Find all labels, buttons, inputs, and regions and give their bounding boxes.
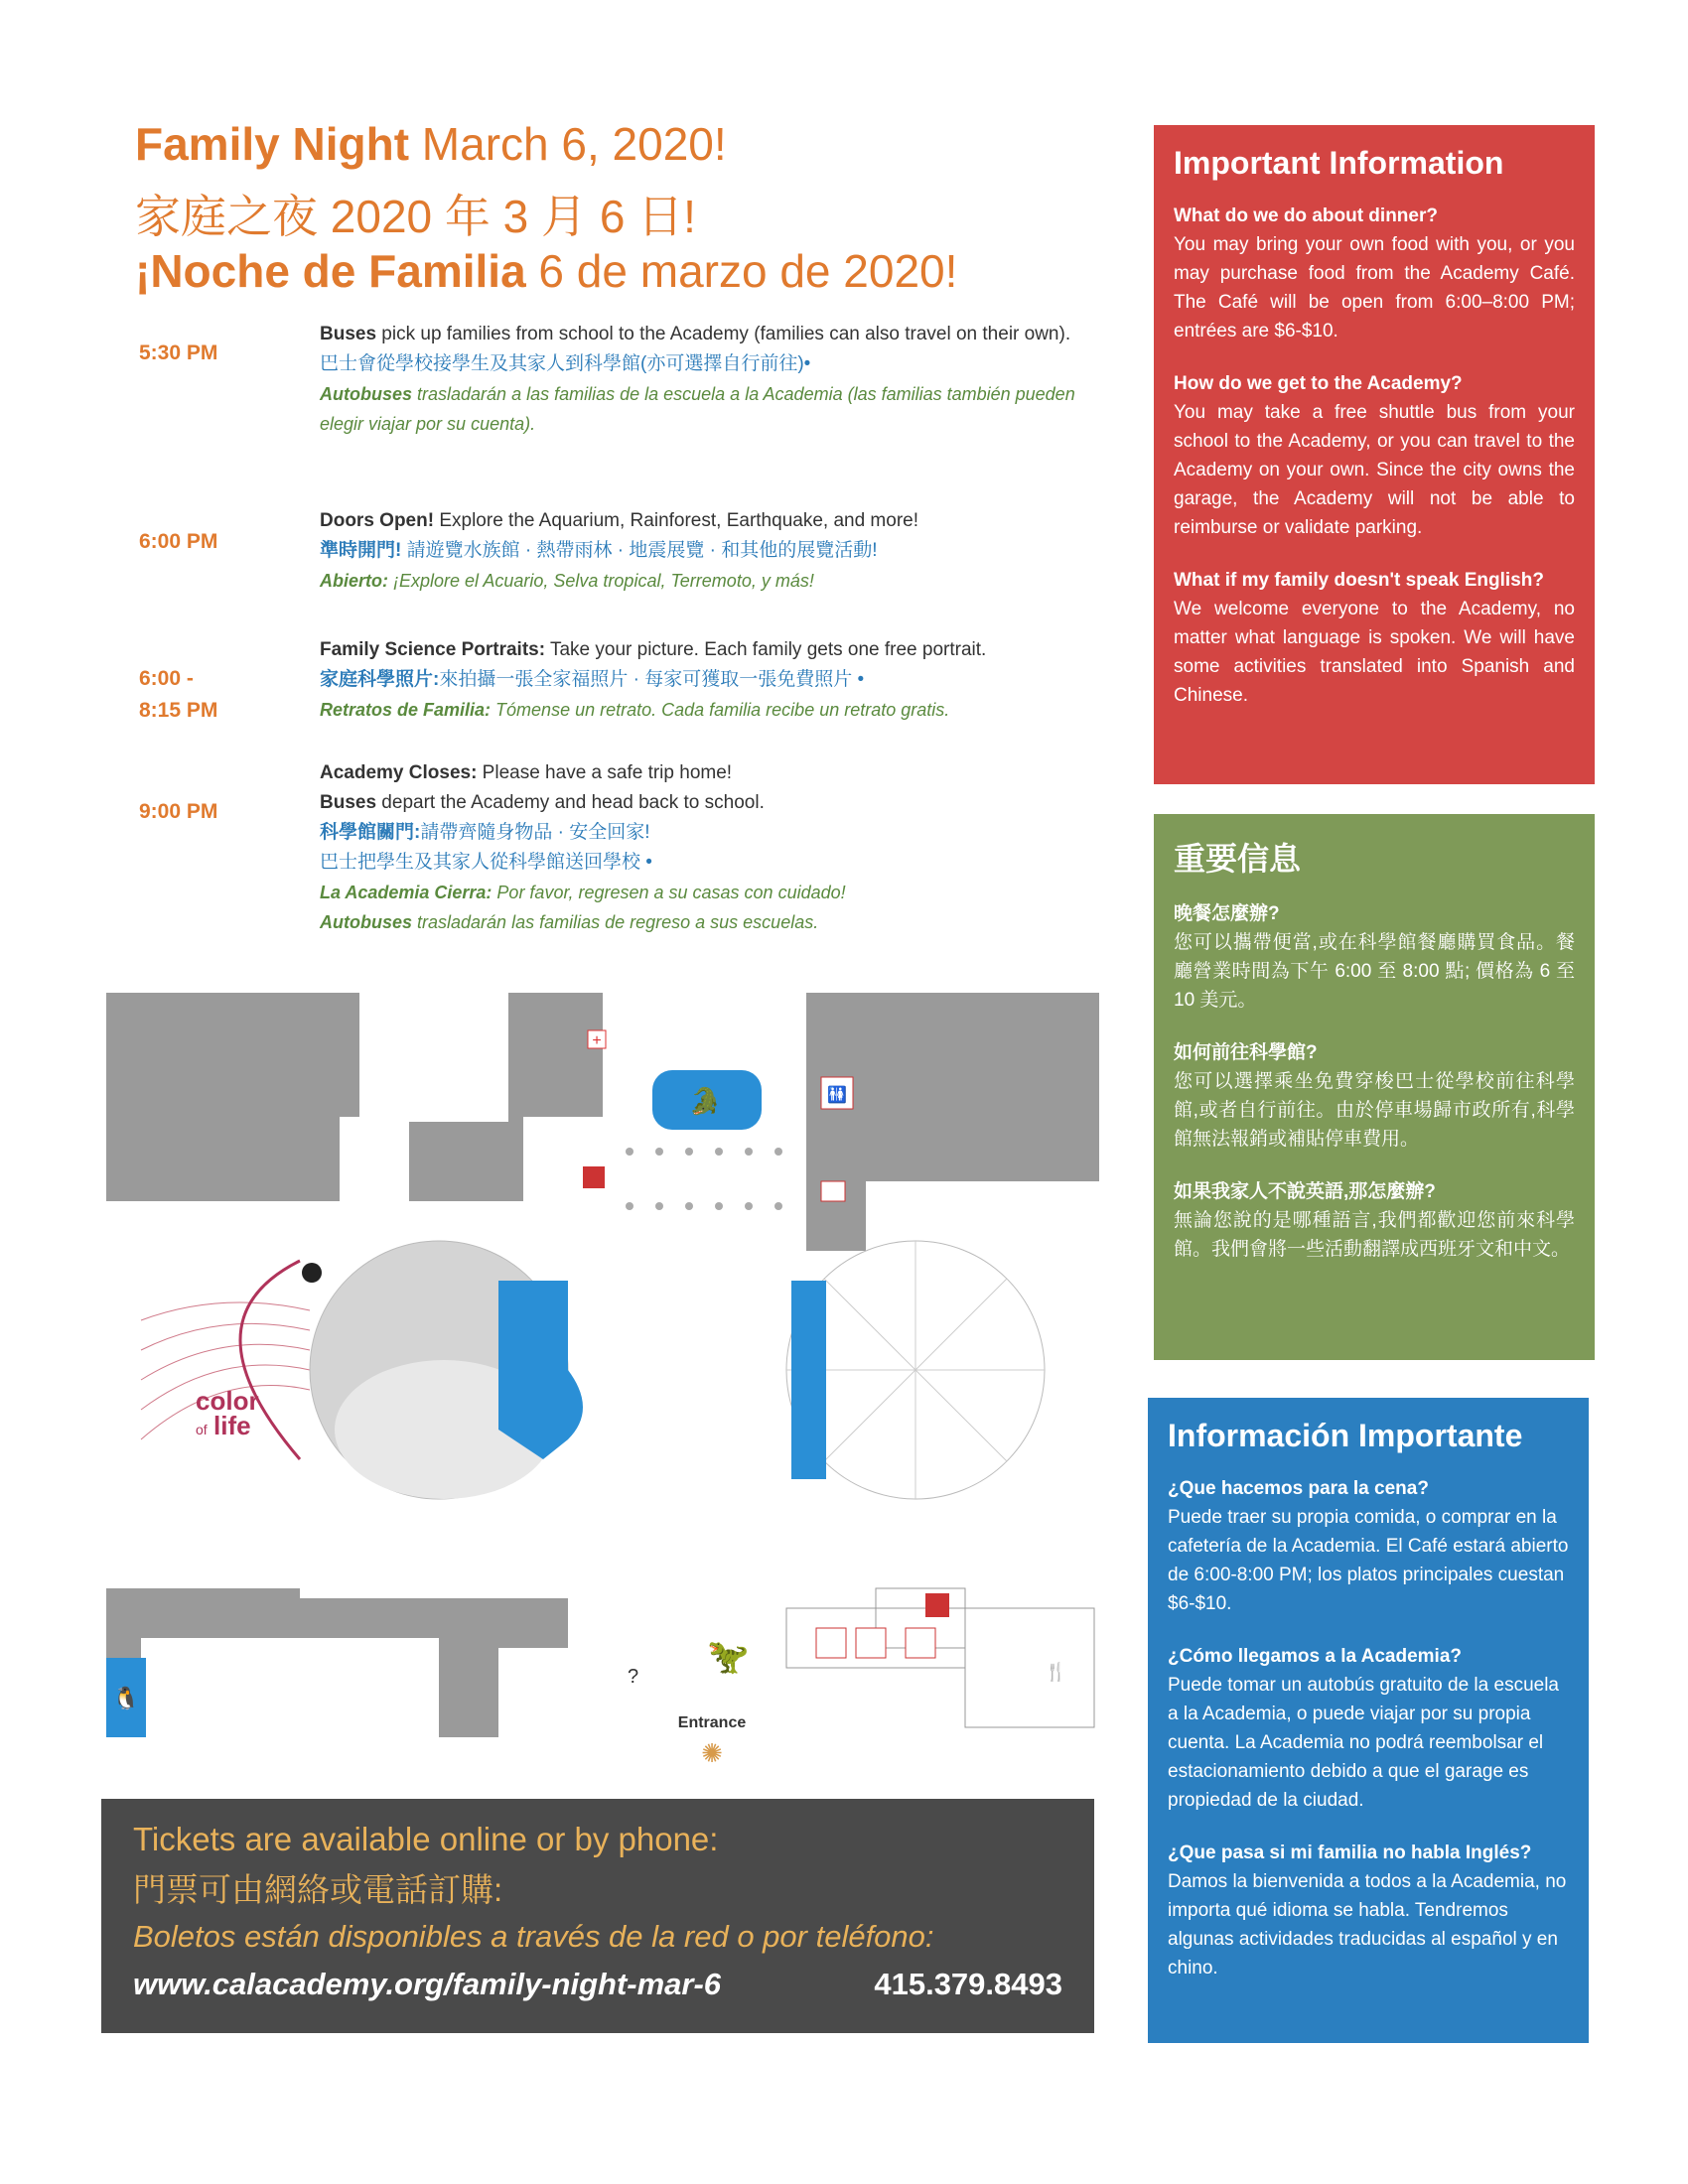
color-of-life-label: color: [196, 1386, 259, 1416]
color-of-life-of: of: [196, 1422, 208, 1437]
event-3-chinese-bold: 家庭科學照片:: [320, 669, 440, 690]
info-english-q3: What if my family doesn't speak English?: [1174, 570, 1544, 591]
info-spanish-a3: Damos la bienvenida a todos a la Academia, no importa qué idioma se habla. Tendremos algunas actividades traducidas al español y en chino.: [1168, 1871, 1567, 1979]
entrance-icon: ✺: [701, 1738, 723, 1767]
restroom-icon-lower-1: [816, 1628, 846, 1658]
schedule-time-3b: 8:15 PM: [139, 699, 218, 722]
event-2-spanish-bold: Abierto:: [320, 571, 388, 591]
tickets-english: Tickets are available online or by phone:: [133, 1821, 719, 1857]
restroom-glyph: 🚻: [827, 1087, 847, 1104]
event-4-english-bold: Academy Closes:: [320, 762, 478, 783]
title-spanish: [135, 244, 957, 298]
event-4-spanish-2-bold: Autobuses: [320, 912, 413, 932]
schedule-event-2: [320, 506, 1094, 596]
info-english-q2: How do we get to the Academy?: [1174, 373, 1463, 394]
first-aid-cross: +: [592, 1032, 602, 1049]
info-spanish-q3: ¿Que pasa si mi familia no habla Inglés?: [1168, 1843, 1532, 1863]
restaurant-icon: 🍴: [1045, 1662, 1067, 1682]
title-spanish-date: 6 de marzo de 2020!: [525, 245, 958, 297]
elevator-icon: [821, 1181, 845, 1201]
event-4-english-2: [320, 788, 1094, 818]
event-3-english-bold: Family Science Portraits:: [320, 639, 546, 660]
event-2-english: [320, 506, 1094, 536]
info-spanish-title: Información Importante: [1168, 1418, 1523, 1453]
title-english-bold: Family Night: [135, 118, 410, 170]
info-marker-icon: [302, 1263, 322, 1283]
event-2-chinese-bold: 準時開門!: [320, 540, 402, 561]
info-chinese-a1: 您可以攜帶便當,或在科學館餐廳購買食品。餐廳營業時間為下午 6:00 至 8:00 點; 價格為 6 至 10 美元。: [1174, 932, 1575, 1011]
stairs-icon: [583, 1166, 605, 1188]
event-3-spanish-bold: Retratos de Familia:: [320, 700, 492, 720]
event-4-english-text: Please have a safe trip home!: [477, 762, 733, 783]
info-spanish-q2: ¿Cómo llegamos a la Academia?: [1168, 1646, 1462, 1667]
tickets-contact: [133, 1967, 1062, 2002]
info-box-english: [1154, 125, 1595, 784]
help-icon: ?: [628, 1666, 639, 1688]
event-3-english: [320, 635, 1094, 665]
event-2-spanish: [320, 566, 1094, 596]
map-upper-right-building: [806, 993, 1099, 1251]
tickets-chinese: 門票可由網絡或電話訂購:: [133, 1871, 503, 1908]
event-1-spanish-text: trasladarán a las familias de la escuela a la Academia (las familias también pueden elegir viajar por su cuenta).: [320, 384, 1075, 434]
schedule-time-4: 9:00 PM: [139, 800, 218, 823]
t-rex-icon: 🦖: [707, 1638, 750, 1676]
tickets-url-link[interactable]: www.calacademy.org/family-night-mar-6: [133, 1967, 722, 2001]
info-box-spanish: [1148, 1398, 1589, 2043]
penguin-icon: 🐧: [112, 1686, 140, 1710]
map-white-room: [359, 993, 508, 1122]
schedule-time-2: 6:00 PM: [139, 530, 218, 553]
map-blue-ramp-right: [791, 1281, 826, 1479]
tickets-phone[interactable]: 415.379.8493: [874, 1967, 1062, 2001]
info-chinese-q2: 如何前往科學館?: [1174, 1042, 1318, 1063]
event-3-chinese: [320, 665, 1094, 695]
schedule-time-1: 5:30 PM: [139, 341, 218, 364]
alligator-icon: 🐊: [688, 1087, 722, 1117]
event-4-spanish: [320, 878, 1094, 907]
info-chinese-q1: 晚餐怎麼辦?: [1174, 903, 1280, 924]
entrance-label: Entrance: [677, 1714, 747, 1731]
info-spanish-a2: Puede tomar un autobús gratuito de la escuela a la Academia, o puede viajar por su propia cuenta. La Academia no podrá reembolsar el estacionamiento debido a que el garage es propiedad de la ciudad.: [1168, 1675, 1559, 1811]
info-chinese-q3: 如果我家人不說英語,那怎麼辦?: [1174, 1181, 1436, 1202]
tickets-panel: [101, 1799, 1094, 2033]
map-grey-block: [211, 1082, 340, 1201]
schedule-event-4: [320, 758, 1094, 937]
event-4-spanish-2-text: trasladarán las familias de regreso a sus escuelas.: [412, 912, 819, 932]
schedule-time-3a: 6:00 -: [139, 667, 194, 690]
event-3-chinese-text: 來拍攝一張全家福照片 · 每家可獲取一張免費照片 •: [439, 669, 865, 690]
event-2-english-text: Explore the Aquarium, Rainforest, Earthquake, and more!: [434, 510, 918, 531]
event-1-english: [320, 320, 1094, 349]
map-lower-hall: [141, 1638, 439, 1737]
info-english-a1: You may bring your own food with you, or you may purchase food from the Academy Café. The Café will be open from 6:00–8:00 PM; entrées are $6-$10.: [1174, 234, 1575, 341]
info-spanish-q1: ¿Que hacemos para la cena?: [1168, 1478, 1429, 1499]
title-spanish-bold: ¡Noche de Familia: [135, 245, 526, 297]
schedule-event-3: [320, 635, 1094, 725]
title-english-date: March 6, 2020!: [409, 118, 727, 170]
schedule-event-1: [320, 320, 1094, 439]
info-chinese-title: 重要信息: [1174, 841, 1302, 877]
info-box-chinese: [1154, 814, 1595, 1360]
event-3-spanish: [320, 695, 1094, 725]
event-2-spanish-text: ¡Explore el Acuario, Selva tropical, Terremoto, y más!: [388, 571, 814, 591]
event-3-spanish-text: Tómense un retrato. Cada familia recibe un retrato gratis.: [491, 700, 950, 720]
event-4-chinese: [320, 818, 1094, 848]
event-4-english-2-bold: Buses: [320, 792, 377, 813]
info-english-a2: You may take a free shuttle bus from your school to the Academy, or you can travel to the Academy on your own. Since the city owns the garage, the Academy will not be able to reimburse or validate parking.: [1174, 402, 1575, 538]
info-chinese-a3: 無論您說的是哪種語言,我們都歡迎您前來科學館。我們會將一些活動翻譯成西班牙文和中文。: [1174, 1210, 1575, 1260]
event-1-spanish-bold: Autobuses: [320, 384, 413, 404]
event-2-chinese: [320, 536, 1094, 566]
event-1-chinese: 巴士會從學校接學生及其家人到科學館(亦可選擇自行前往)•: [320, 353, 811, 374]
event-1-english-text: pick up families from school to the Academy (families can also travel on their own).: [376, 324, 1071, 344]
event-4-chinese-text: 請帶齊隨身物品 · 安全回家!: [420, 822, 650, 843]
info-chinese-a2: 您可以選擇乘坐免費穿梭巴士從學校前往科學館,或者自行前往。由於停車場歸市政所有,科學館無法報銷或補貼停車費用。: [1174, 1071, 1575, 1150]
floor-map: [101, 993, 1104, 1767]
title-english: [135, 117, 727, 171]
title-chinese: 家庭之夜 2020 年 3 月 6 日!: [135, 191, 696, 242]
event-4-spanish-2: [320, 907, 1094, 937]
map-blue-ramp-left: [498, 1281, 583, 1459]
event-4-chinese-bold: 科學館關門:: [320, 822, 421, 843]
restroom-icon-lower-2: [906, 1628, 935, 1658]
event-1-spanish: [320, 379, 1094, 439]
info-english-a3: We welcome everyone to the Academy, no matter what language is spoken. We will have some activities translated into Spanish and Chinese.: [1174, 599, 1575, 706]
elevator-icon-lower: [856, 1628, 886, 1658]
stairs-icon-lower: [925, 1593, 949, 1617]
event-4-chinese-2: 巴士把學生及其家人從科學館送回學校 •: [320, 852, 652, 873]
event-4-english: [320, 758, 1094, 788]
event-4-spanish-bold: La Academia Cierra:: [320, 883, 492, 902]
map-columns: [626, 1148, 782, 1210]
tickets-spanish: Boletos están disponibles a través de la red o por teléfono:: [133, 1919, 934, 1954]
event-1-english-bold: Buses: [320, 324, 377, 344]
info-spanish-a1: Puede traer su propia comida, o comprar en la cafetería de la Academia. El Café estará abierto de 6:00-8:00 PM; los platos principales cuestan $6-$10.: [1168, 1507, 1569, 1614]
map-upper-left-building: [106, 993, 603, 1201]
event-3-english-text: Take your picture. Each family gets one free portrait.: [545, 639, 987, 660]
color-of-life-life: life: [213, 1411, 251, 1440]
event-4-english-2-text: depart the Academy and head back to school.: [376, 792, 765, 813]
event-4-spanish-text: Por favor, regresen a su casas con cuidado!: [492, 883, 846, 902]
info-english-q1: What do we do about dinner?: [1174, 205, 1438, 226]
event-2-english-bold: Doors Open!: [320, 510, 435, 531]
info-english-title: Important Information: [1174, 145, 1504, 181]
event-2-chinese-text: 請遊覽水族館 · 熱帶雨林 · 地震展覽 · 和其他的展覽活動!: [401, 540, 878, 561]
